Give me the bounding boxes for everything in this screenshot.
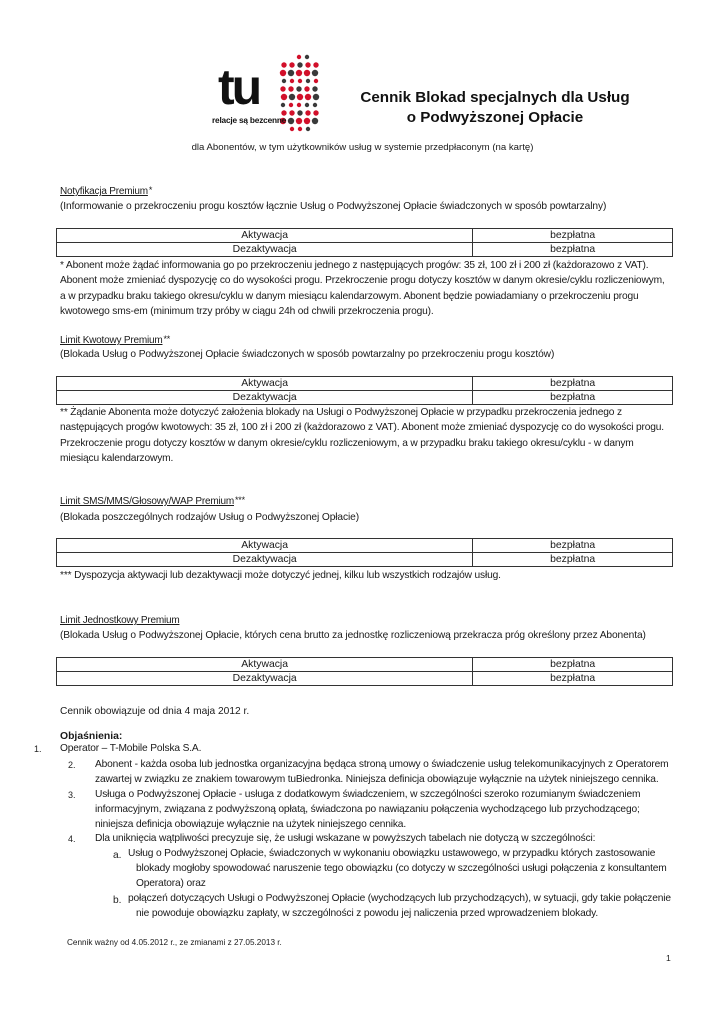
footnote-line: ** Żądanie Abonenta może dotyczyć założenia blokady na Usługi o Podwyższonej Opłacie w przypadku przekroczenia jednego z: [60, 407, 622, 418]
service-cell: Aktywacja: [57, 377, 473, 391]
footnote-line: *** Dyspozycja aktywacji lub dezaktywacji może dotyczyć jednej, kilku lub wszystkich rodzajów usług.: [60, 570, 501, 581]
list-item: [95, 831, 595, 846]
logo-dot: [306, 127, 310, 131]
service-cell: Dezaktywacja: [57, 672, 473, 686]
logo-dot: [290, 127, 294, 131]
footnote-block: [60, 568, 670, 583]
logo-dot: [289, 110, 294, 115]
logo-dot: [312, 118, 318, 124]
footnote-block: [60, 405, 670, 467]
logo-dot: [305, 94, 311, 100]
footnote-mark: **: [163, 334, 171, 344]
valid-from-text: Cennik obowiązuje od dnia 4 maja 2012 r.: [60, 706, 250, 717]
logo-dot: [280, 70, 286, 76]
list-item: [95, 787, 640, 833]
logo-dot: [304, 86, 309, 91]
list-item: [95, 757, 668, 787]
logo-dot: [296, 70, 302, 76]
list-item-line: Usług o Podwyższonej Opłacie, świadczonych w wykonaniu obowiązku ustawowego, w przypadku których zastosowanie: [128, 848, 656, 859]
logo-dot: [312, 86, 317, 91]
tu-logo: [212, 52, 324, 132]
price-table-limit-kwotowy: [56, 376, 673, 405]
document-subtitle: dla Abonentów, w tym użytkowników usług w systemie przedpłaconym (na kartę): [191, 142, 534, 153]
table-row: [57, 672, 673, 686]
price-table-limit-jednostkowy: [56, 657, 673, 686]
table-row: [57, 243, 673, 257]
logo-dot: [313, 62, 318, 67]
logo-dot: [312, 70, 318, 76]
table-row: [57, 539, 673, 553]
section-description: (Informowanie o przekroczeniu progu kosztów łącznie Usług o Podwyższonej Opłacie świadczonych w sposób powtarzalny): [60, 201, 607, 212]
footnote-block: [60, 258, 670, 320]
list-item-line: Abonent - każda osoba lub jednostka organizacyjna będąca stroną umowy o świadczenie usług telekomunikacyjnych z Operatorem: [95, 759, 669, 770]
service-cell: Aktywacja: [57, 539, 473, 553]
footnote-line: miesiącu kalendarzowym.: [60, 453, 174, 465]
footnote-line: Abonent może zmieniać dyspozycję co do wysokości progu. Przekroczenie progu dotyczy kosztów w danym okresie/cyklu rozliczeniowym,: [60, 275, 665, 287]
price-cell: bezpłatna: [473, 243, 673, 257]
title-line-1: Cennik Blokad specjalnych dla Usług: [360, 89, 630, 106]
logo-dot: [297, 110, 302, 115]
table-row: [57, 391, 673, 405]
logo-dot: [296, 118, 302, 124]
section-heading-limit-jednostkowy: [60, 613, 179, 629]
logo-dot: [306, 79, 310, 83]
logo-dot: [281, 103, 285, 107]
logo-dot: [313, 103, 317, 107]
footnote-line: kwotowego sms-em (minimum trzy próby w ciągu 24h od chwili przekroczenia progu).: [60, 306, 434, 318]
title-line-2: o Podwyższonej Opłacie: [406, 109, 584, 126]
sublist-item: [128, 891, 671, 921]
price-cell: bezpłatna: [473, 658, 673, 672]
logo-dot: [290, 79, 294, 83]
footnote-line: a w przypadku braku takiego okresu/cyklu w danym miesiącu kalendarzowym. Abonent będzie powiadamiany o przekroczeniu progu: [60, 290, 639, 302]
logo-dot: [297, 55, 301, 59]
list-item-line: blokady mogłoby spowodować naruszenie tego obowiązku (co dotyczy w szczególności usługi połączenia z konsultantem: [136, 863, 667, 875]
logo-dot: [298, 127, 302, 131]
section-description: (Blokada poszczególnych rodzajów Usług o Podwyższonej Opłacie): [60, 512, 360, 523]
list-item: [60, 741, 201, 756]
sublist-letter: b.: [113, 895, 122, 906]
logo-dot: [298, 79, 302, 83]
list-item-line: Operatora) oraz: [136, 878, 206, 890]
logo-dot: [282, 79, 286, 83]
service-cell: Dezaktywacja: [57, 243, 473, 257]
logo-dot: [280, 86, 285, 91]
list-number: 3.: [68, 790, 76, 800]
logo-dot: [288, 86, 293, 91]
logo-dot: [289, 62, 294, 67]
logo-dot: [305, 62, 310, 67]
list-item-line: Operator – T-Mobile Polska S.A.: [60, 743, 202, 754]
price-cell: bezpłatna: [473, 377, 673, 391]
list-number: 1.: [34, 744, 42, 754]
section-heading-limit-sms: [60, 494, 245, 510]
table-row: [57, 229, 673, 243]
logo-dot: [296, 86, 301, 91]
footnote-line: Przekroczenie progu dotyczy kosztów w danym okresie/cyklu rozliczeniowym, a w przypadku braku takiego okresu/cyklu - w danym: [60, 437, 634, 449]
list-item-line: nie powoduje obowiązku zapłaty, w szczególności z powodu jej naliczenia przed wprowadzeniem blokady.: [136, 908, 599, 920]
price-cell: bezpłatna: [473, 672, 673, 686]
section-heading-notyfikacja: [60, 184, 152, 200]
section-heading-text: Limit SMS/MMS/Głosowy/WAP Premium: [60, 496, 234, 507]
price-cell: bezpłatna: [473, 539, 673, 553]
logo-dot: [304, 118, 310, 124]
service-cell: Aktywacja: [57, 229, 473, 243]
section-description: (Blokada Usług o Podwyższonej Opłacie, których cena brutto za jednostkę rozliczeniową przekracza próg określony przez Abonenta): [60, 630, 646, 641]
list-item-line: Dla uniknięcia wątpliwości precyzuje się, że usługi wskazane w powyższych tabelach nie dotyczą w szczególności:: [95, 833, 596, 844]
price-cell: bezpłatna: [473, 391, 673, 405]
logo-tagline: relacje są bezcenne: [212, 115, 287, 125]
logo-dot: [289, 103, 293, 107]
logo-wordmark: tu: [218, 59, 260, 115]
logo-dot: [288, 118, 294, 124]
logo-dot: [313, 110, 318, 115]
service-cell: Aktywacja: [57, 658, 473, 672]
list-item-line: zawartej w związku ze znakiem towarowym tuBiedronka. Niniejsza definicja obowiązuje wyłącznie na użytek niniejszego cennika.: [95, 774, 659, 786]
logo-dot: [314, 79, 318, 83]
section-description: (Blokada Usług o Podwyższonej Opłacie świadczonych w sposób powtarzalny po przekroczeniu progu kosztów): [60, 349, 555, 360]
footnote-line: * Abonent może żądać informowania go po przekroczeniu jednego z następujących progów: 35 zł, 100 zł i 200 zł (każdorazowo z VAT).: [60, 260, 649, 271]
list-number: 2.: [68, 760, 76, 770]
list-item-line: informacyjnym, związana z podwyższoną opłatą, świadczona po nawiązaniu połączenia wychodzącego lub przychodzącego;: [95, 804, 640, 816]
logo-dot: [281, 94, 287, 100]
explanations-heading: Objaśnienia:: [60, 731, 123, 742]
service-cell: Dezaktywacja: [57, 553, 473, 567]
footnote-line: następujących progów kwotowych: 35 zł, 100 zł i 200 zł (każdorazowo z VAT). Abonent może zmieniać dyspozycję co do wysokości progu.: [60, 422, 664, 434]
table-row: [57, 553, 673, 567]
price-cell: bezpłatna: [473, 229, 673, 243]
list-item-line: Usługa o Podwyższonej Opłacie - usługa z dodatkowym świadczeniem, w szczególności szeroko rozumianym świadczeniem: [95, 789, 641, 800]
service-cell: Dezaktywacja: [57, 391, 473, 405]
table-row: [57, 377, 673, 391]
price-table-notyfikacja: [56, 228, 673, 257]
logo-dot: [289, 94, 295, 100]
logo-dot: [305, 55, 309, 59]
logo-dot: [304, 70, 310, 76]
logo-dot: [297, 103, 301, 107]
logo-dot: [305, 103, 309, 107]
logo-dot: [297, 62, 302, 67]
price-cell: bezpłatna: [473, 553, 673, 567]
logo-dot: [297, 94, 303, 100]
sublist-letter: a.: [113, 850, 122, 861]
list-item-line: niniejsza definicja obowiązuje wyłącznie na użytek niniejszego cennika.: [95, 819, 407, 831]
footnote-mark: *: [148, 185, 153, 195]
section-heading-text: Limit Kwotowy Premium: [60, 335, 163, 346]
logo-dot: [305, 110, 310, 115]
footer-validity-note: Cennik ważny od 4.05.2012 r., ze zmianami z 27.05.2013 r.: [67, 938, 282, 947]
list-number: 4.: [68, 834, 76, 844]
logo-dot: [313, 94, 319, 100]
section-heading-text: Limit Jednostkowy Premium: [60, 615, 180, 626]
price-table-limit-sms: [56, 538, 673, 567]
list-item-line: połączeń dotyczących Usługi o Podwyższonej Opłacie (wychodzących lub przychodzących), w sytuacji, gdy takie połączenie: [128, 893, 671, 904]
document-title: [340, 88, 650, 128]
logo-dot: [288, 70, 294, 76]
table-row: [57, 658, 673, 672]
footnote-mark: ***: [234, 495, 245, 505]
logo-dot: [281, 62, 286, 67]
page-number: 1: [666, 953, 671, 963]
section-heading-text: Notyfikacja Premium: [60, 186, 148, 197]
sublist-item: [128, 846, 667, 892]
